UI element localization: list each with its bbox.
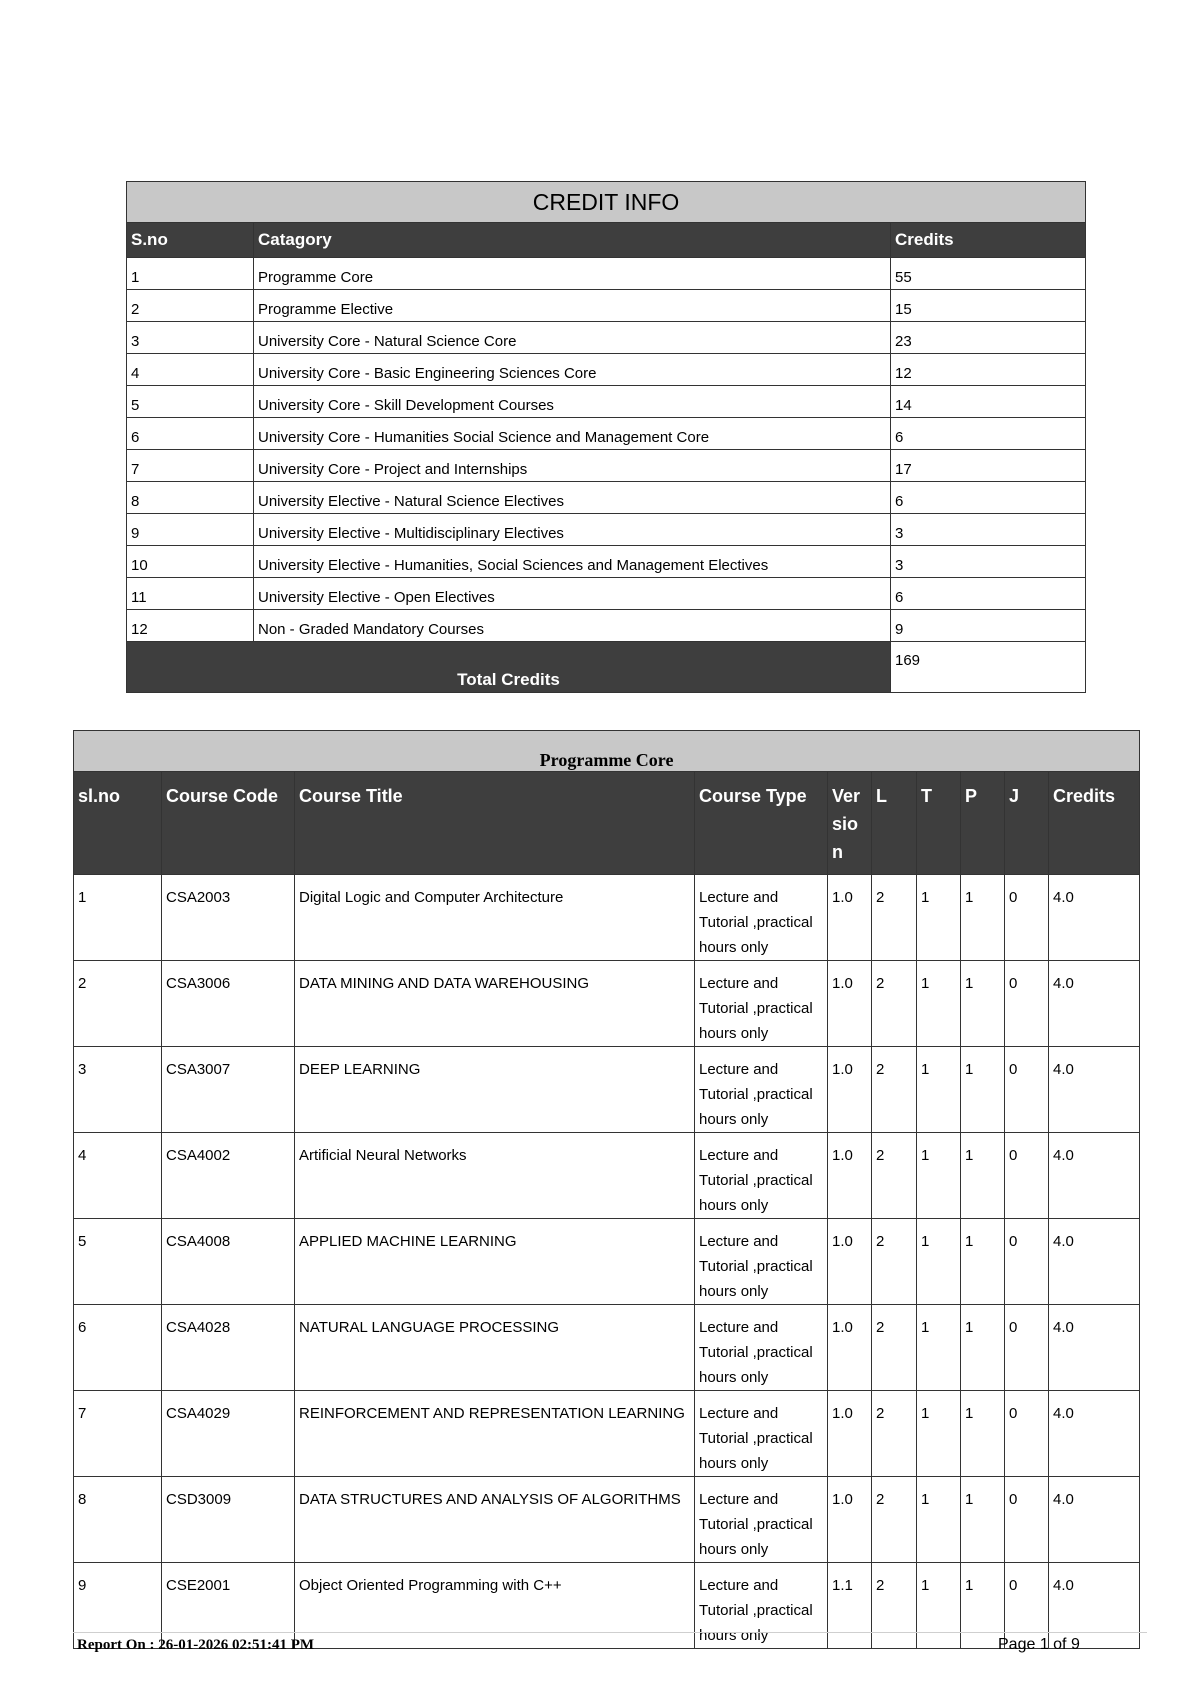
- table-row: [74, 1391, 1140, 1477]
- table-row: [127, 418, 1086, 450]
- cell-p: 1: [961, 1391, 1005, 1477]
- cell-t: 1: [917, 1563, 961, 1649]
- cell-j: 0: [1005, 1563, 1049, 1649]
- total-credits-label: Total Credits: [127, 642, 891, 693]
- cell-j: 0: [1005, 1477, 1049, 1563]
- cell-version: 1.0: [828, 1133, 872, 1219]
- cell-category: University Elective - Natural Science Electives: [254, 482, 891, 514]
- cell-slno: 9: [74, 1563, 162, 1649]
- table-row: [127, 354, 1086, 386]
- programme-core-title: Programme Core: [74, 731, 1140, 772]
- cell-sno: 1: [127, 258, 254, 290]
- cell-course-code: CSA4029: [162, 1391, 295, 1477]
- cell-slno: 2: [74, 961, 162, 1047]
- cell-p: 1: [961, 1563, 1005, 1649]
- cell-course-title: DATA MINING AND DATA WAREHOUSING: [295, 961, 695, 1047]
- cell-credits: 6: [891, 578, 1086, 610]
- cell-category: University Elective - Open Electives: [254, 578, 891, 610]
- header-course-title: Course Title: [295, 772, 695, 875]
- cell-j: 0: [1005, 961, 1049, 1047]
- cell-sno: 10: [127, 546, 254, 578]
- report-timestamp: Report On : 26-01-2026 02:51:41 PM: [77, 1637, 315, 1653]
- cell-credits: 4.0: [1049, 961, 1140, 1047]
- cell-t: 1: [917, 1047, 961, 1133]
- cell-credits: 12: [891, 354, 1086, 386]
- cell-credits: 4.0: [1049, 1047, 1140, 1133]
- table-row: [74, 1219, 1140, 1305]
- cell-l: 2: [872, 961, 917, 1047]
- cell-course-title: DATA STRUCTURES AND ANALYSIS OF ALGORITHMS: [295, 1477, 695, 1563]
- cell-course-title: APPLIED MACHINE LEARNING: [295, 1219, 695, 1305]
- cell-l: 2: [872, 1133, 917, 1219]
- cell-credits: 6: [891, 482, 1086, 514]
- header-credits: Credits: [891, 223, 1086, 258]
- cell-t: 1: [917, 1305, 961, 1391]
- cell-p: 1: [961, 875, 1005, 961]
- cell-sno: 12: [127, 610, 254, 642]
- header-l: L: [872, 772, 917, 875]
- credit-info-body: [127, 258, 1086, 642]
- cell-course-title: Artificial Neural Networks: [295, 1133, 695, 1219]
- cell-sno: 7: [127, 450, 254, 482]
- cell-category: University Core - Basic Engineering Sciences Core: [254, 354, 891, 386]
- cell-credits: 3: [891, 546, 1086, 578]
- cell-sno: 3: [127, 322, 254, 354]
- cell-version: 1.0: [828, 1391, 872, 1477]
- cell-l: 2: [872, 875, 917, 961]
- table-row: [127, 386, 1086, 418]
- cell-category: University Core - Natural Science Core: [254, 322, 891, 354]
- cell-sno: 11: [127, 578, 254, 610]
- credit-info-title: CREDIT INFO: [127, 182, 1086, 223]
- programme-core-table: [73, 730, 1140, 1649]
- cell-course-type: Lecture and Tutorial ,practical hours only: [695, 1133, 828, 1219]
- cell-course-type: Lecture and Tutorial ,practical hours only: [695, 1563, 828, 1649]
- table-row: [74, 961, 1140, 1047]
- cell-j: 0: [1005, 1219, 1049, 1305]
- cell-course-title: REINFORCEMENT AND REPRESENTATION LEARNING: [295, 1391, 695, 1477]
- cell-l: 2: [872, 1305, 917, 1391]
- cell-credits: 55: [891, 258, 1086, 290]
- cell-category: University Core - Humanities Social Science and Management Core: [254, 418, 891, 450]
- table-row: [127, 290, 1086, 322]
- table-row: [127, 546, 1086, 578]
- cell-course-code: CSA2003: [162, 875, 295, 961]
- cell-l: 2: [872, 1477, 917, 1563]
- header-p: P: [961, 772, 1005, 875]
- cell-version: 1.0: [828, 961, 872, 1047]
- header-credits: Credits: [1049, 772, 1140, 875]
- cell-credits: 17: [891, 450, 1086, 482]
- cell-t: 1: [917, 1133, 961, 1219]
- cell-t: 1: [917, 1477, 961, 1563]
- cell-version: 1.1: [828, 1563, 872, 1649]
- cell-slno: 3: [74, 1047, 162, 1133]
- header-course-type: Course Type: [695, 772, 828, 875]
- cell-category: University Elective - Humanities, Social Sciences and Management Electives: [254, 546, 891, 578]
- header-slno: sl.no: [74, 772, 162, 875]
- cell-category: University Core - Project and Internships: [254, 450, 891, 482]
- cell-course-title: Digital Logic and Computer Architecture: [295, 875, 695, 961]
- cell-course-title: Object Oriented Programming with C++: [295, 1563, 695, 1649]
- cell-sno: 9: [127, 514, 254, 546]
- cell-credits: 4.0: [1049, 1305, 1140, 1391]
- cell-slno: 1: [74, 875, 162, 961]
- table-row: [127, 258, 1086, 290]
- cell-credits: 23: [891, 322, 1086, 354]
- cell-sno: 8: [127, 482, 254, 514]
- credit-info-table: [126, 181, 1086, 693]
- cell-credits: 4.0: [1049, 1563, 1140, 1649]
- cell-j: 0: [1005, 1133, 1049, 1219]
- table-row: [127, 514, 1086, 546]
- cell-credits: 4.0: [1049, 875, 1140, 961]
- cell-credits: 9: [891, 610, 1086, 642]
- cell-course-type: Lecture and Tutorial ,practical hours only: [695, 1305, 828, 1391]
- header-course-code: Course Code: [162, 772, 295, 875]
- cell-credits: 4.0: [1049, 1391, 1140, 1477]
- cell-slno: 4: [74, 1133, 162, 1219]
- table-row: [127, 610, 1086, 642]
- header-category: Catagory: [254, 223, 891, 258]
- cell-slno: 8: [74, 1477, 162, 1563]
- cell-p: 1: [961, 1219, 1005, 1305]
- table-row: [74, 1305, 1140, 1391]
- cell-credits: 6: [891, 418, 1086, 450]
- cell-version: 1.0: [828, 875, 872, 961]
- cell-course-type: Lecture and Tutorial ,practical hours only: [695, 1477, 828, 1563]
- total-credits-row: [127, 642, 1086, 693]
- cell-category: Programme Elective: [254, 290, 891, 322]
- header-j: J: [1005, 772, 1049, 875]
- cell-p: 1: [961, 961, 1005, 1047]
- cell-course-type: Lecture and Tutorial ,practical hours only: [695, 1047, 828, 1133]
- cell-course-type: Lecture and Tutorial ,practical hours only: [695, 1219, 828, 1305]
- cell-t: 1: [917, 1391, 961, 1477]
- cell-t: 1: [917, 961, 961, 1047]
- cell-course-title: NATURAL LANGUAGE PROCESSING: [295, 1305, 695, 1391]
- table-row: [74, 875, 1140, 961]
- cell-p: 1: [961, 1047, 1005, 1133]
- cell-course-code: CSA4028: [162, 1305, 295, 1391]
- cell-l: 2: [872, 1391, 917, 1477]
- cell-category: Non - Graded Mandatory Courses: [254, 610, 891, 642]
- cell-l: 2: [872, 1563, 917, 1649]
- cell-course-type: Lecture and Tutorial ,practical hours only: [695, 961, 828, 1047]
- programme-core-body: [74, 875, 1140, 1649]
- cell-j: 0: [1005, 1391, 1049, 1477]
- cell-course-type: Lecture and Tutorial ,practical hours only: [695, 875, 828, 961]
- cell-p: 1: [961, 1133, 1005, 1219]
- cell-j: 0: [1005, 1047, 1049, 1133]
- table-row: [127, 482, 1086, 514]
- table-row: [74, 1047, 1140, 1133]
- cell-credits: 4.0: [1049, 1133, 1140, 1219]
- cell-credits: 4.0: [1049, 1219, 1140, 1305]
- cell-slno: 7: [74, 1391, 162, 1477]
- cell-version: 1.0: [828, 1047, 872, 1133]
- cell-credits: 3: [891, 514, 1086, 546]
- cell-sno: 5: [127, 386, 254, 418]
- table-row: [127, 322, 1086, 354]
- cell-slno: 6: [74, 1305, 162, 1391]
- header-t: T: [917, 772, 961, 875]
- cell-sno: 6: [127, 418, 254, 450]
- cell-sno: 2: [127, 290, 254, 322]
- table-row: [74, 1477, 1140, 1563]
- cell-course-code: CSA4008: [162, 1219, 295, 1305]
- cell-course-code: CSE2001: [162, 1563, 295, 1649]
- cell-j: 0: [1005, 875, 1049, 961]
- credit-info-header-row: [127, 223, 1086, 258]
- cell-l: 2: [872, 1047, 917, 1133]
- cell-t: 1: [917, 875, 961, 961]
- cell-version: 1.0: [828, 1305, 872, 1391]
- cell-category: Programme Core: [254, 258, 891, 290]
- cell-version: 1.0: [828, 1477, 872, 1563]
- cell-category: University Core - Skill Development Courses: [254, 386, 891, 418]
- table-row: [127, 578, 1086, 610]
- cell-credits: 15: [891, 290, 1086, 322]
- cell-course-code: CSA3007: [162, 1047, 295, 1133]
- cell-course-type: Lecture and Tutorial ,practical hours only: [695, 1391, 828, 1477]
- cell-course-title: DEEP LEARNING: [295, 1047, 695, 1133]
- cell-slno: 5: [74, 1219, 162, 1305]
- cell-category: University Elective - Multidisciplinary Electives: [254, 514, 891, 546]
- cell-credits: 4.0: [1049, 1477, 1140, 1563]
- table-row: [74, 1563, 1140, 1649]
- cell-course-code: CSA3006: [162, 961, 295, 1047]
- cell-p: 1: [961, 1305, 1005, 1391]
- cell-course-code: CSD3009: [162, 1477, 295, 1563]
- page-number: Page 1 of 9: [998, 1636, 1080, 1653]
- cell-course-code: CSA4002: [162, 1133, 295, 1219]
- cell-version: 1.0: [828, 1219, 872, 1305]
- cell-t: 1: [917, 1219, 961, 1305]
- cell-p: 1: [961, 1477, 1005, 1563]
- header-sno: S.no: [127, 223, 254, 258]
- cell-sno: 4: [127, 354, 254, 386]
- cell-j: 0: [1005, 1305, 1049, 1391]
- cell-credits: 14: [891, 386, 1086, 418]
- footer-divider: [73, 1632, 1147, 1633]
- table-row: [74, 1133, 1140, 1219]
- total-credits-value: 169: [891, 642, 1086, 693]
- cell-l: 2: [872, 1219, 917, 1305]
- programme-core-header-row: [74, 772, 1140, 875]
- table-row: [127, 450, 1086, 482]
- header-version: Version: [828, 772, 872, 875]
